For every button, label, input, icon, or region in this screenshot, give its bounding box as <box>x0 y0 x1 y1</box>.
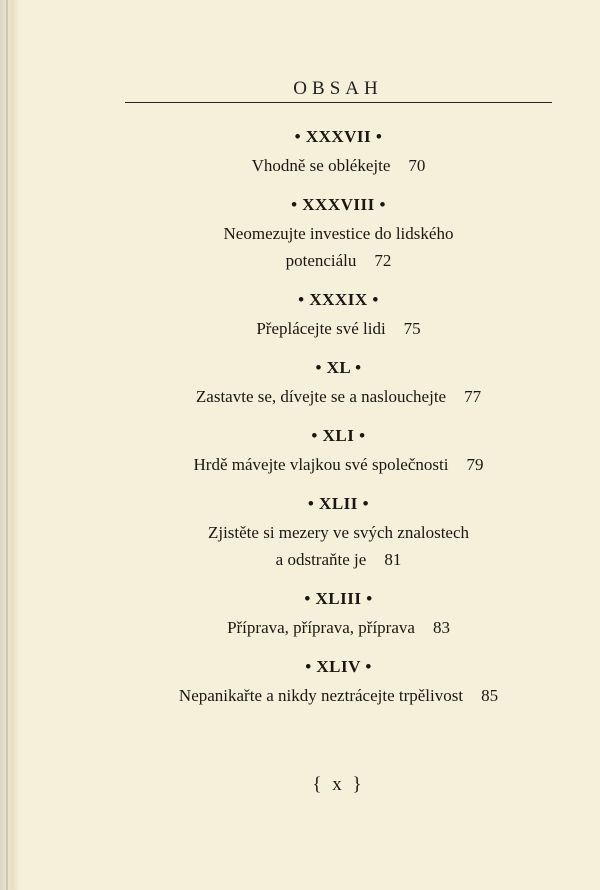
chapter-title-text: Neomezujte investice do lidského <box>223 224 454 243</box>
chapter-title-text: Zastavte se, dívejte se a naslouchejte <box>195 387 447 406</box>
chapter-title-line <box>125 614 552 641</box>
book-gutter <box>0 0 18 890</box>
chapter-number: • XXXVIII • <box>291 195 386 214</box>
chapter-number: • XLI • <box>311 426 366 445</box>
toc-entry <box>125 652 552 709</box>
toc-entry <box>125 584 552 641</box>
chapter-title-line <box>125 383 552 410</box>
page-number: 79 <box>466 455 484 474</box>
chapter-number: • XXXVII • <box>294 127 383 146</box>
chapter-title-text: Hrdě mávejte vlajkou své společnosti <box>193 455 449 474</box>
toc-entry <box>125 285 552 342</box>
chapter-title-text: Vhodně se oblékejte <box>251 156 391 175</box>
chapter-title-text: Přeplácejte své lidi <box>256 319 386 338</box>
chapter-title-line <box>125 247 552 274</box>
header-rule <box>125 102 552 103</box>
chapter-title-text: Příprava, příprava, příprava <box>227 618 415 637</box>
chapter-title-line <box>125 315 552 342</box>
page-number: 77 <box>464 387 482 406</box>
toc-entry <box>125 353 552 410</box>
chapter-title-text: Zjistěte si mezery ve svých znalostech <box>207 523 470 542</box>
chapter-title-line <box>125 152 552 179</box>
table-of-contents <box>125 122 552 720</box>
chapter-number: • XXXIX • <box>298 290 379 309</box>
chapter-number: • XLIII • <box>304 589 373 608</box>
chapter-number: • XL • <box>315 358 362 377</box>
chapter-title-line <box>125 519 552 546</box>
page-number: 75 <box>403 319 421 338</box>
page-number: 85 <box>481 686 499 705</box>
toc-entry <box>125 122 552 179</box>
toc-entry <box>125 489 552 573</box>
page-number: 72 <box>374 251 392 270</box>
chapter-title-line <box>125 546 552 573</box>
page-number: 83 <box>432 618 450 637</box>
chapter-title-text: a odstraňte je <box>275 550 367 569</box>
chapter-number: • XLIV • <box>305 657 372 676</box>
toc-entry <box>125 421 552 478</box>
toc-entry <box>125 190 552 274</box>
page-number: 81 <box>384 550 402 569</box>
chapter-title-line <box>125 451 552 478</box>
page-folio: { x } <box>312 774 365 795</box>
page-number: 70 <box>408 156 426 175</box>
chapter-title-text: potenciálu <box>285 251 357 270</box>
chapter-title-line <box>125 220 552 247</box>
chapter-number: • XLII • <box>307 494 370 513</box>
chapter-title-line <box>125 682 552 709</box>
chapter-title-text: Nepanikařte a nikdy neztrácejte trpělivost <box>178 686 464 705</box>
page-title: OBSAH <box>293 78 383 99</box>
